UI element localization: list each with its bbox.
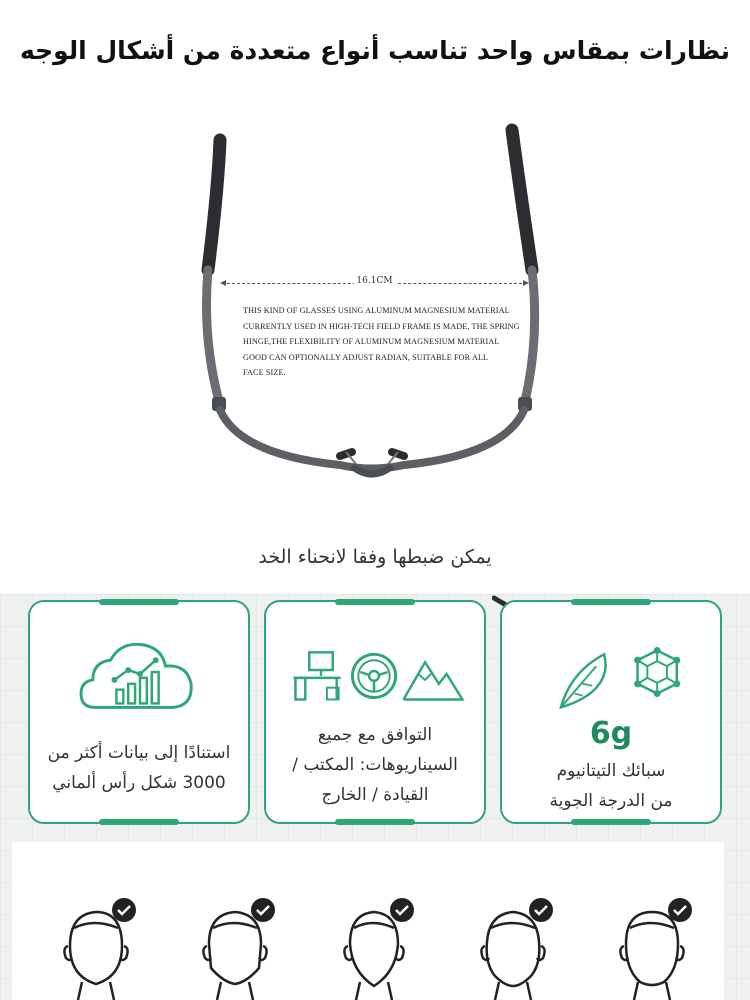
card-tab [335,819,415,825]
face-shapes-panel [12,842,724,1000]
face-shape-item [475,898,555,1000]
description-line: CURRENTLY USED IN HIGH-TECH FIELD FRAME IS MADE, THE SPRING [243,321,520,331]
arrow-left-icon [220,280,226,286]
card-tab [335,599,415,605]
card-tab [571,599,651,605]
check-badge-icon [529,898,553,922]
face-outline-icon [481,912,544,1000]
card-tab [571,819,651,825]
card-tab [99,599,179,605]
feather-molecule-icon [502,632,720,712]
face-shape-item [336,898,416,1000]
measurement-label: 16.1CM [353,276,395,286]
arrow-right-icon [523,280,529,286]
face-shape-item [58,898,138,1000]
card-tab [99,819,179,825]
check-badge-icon [668,898,692,922]
feature-text [266,720,484,810]
description-line: THIS KIND OF GLASSES USING ALUMINUM MAGNESIUM MATERIAL [243,306,510,315]
feature-line: من الدرجة الجوية [549,791,673,811]
face-outline-icon [344,912,403,1000]
check-badge-icon [251,898,275,922]
check-badge-icon [390,898,414,922]
weight-value: 6g [589,716,633,751]
check-badge-icon [112,898,136,922]
feature-card-scenarios [264,600,486,824]
description-line: GOOD CAN OPTIONALLY ADJUST RADIAN, SUITABLE FOR ALL [243,352,489,362]
face-outline-icon [203,912,266,1000]
desk-steering-mountain-icon [266,632,484,712]
feature-text [30,738,248,798]
feature-line: سبائك التيتانيوم [556,761,666,781]
face-shape-item [197,898,277,1000]
feature-text [502,756,720,816]
feature-line: 3000 شكل رأس ألماني [52,773,226,793]
page-title: نظارات بمقاس واحد تناسب أنواع متعددة من أشكال الوجه [19,36,731,65]
feature-line: استنادًا إلى بيانات أكثر من [47,743,231,763]
face-outline-icon [620,912,683,1000]
description-line: HINGE,THE FLEXIBILITY OF ALUMINUM MAGNESIUM MATERIAL [243,337,500,346]
cloud-chart-icon [30,632,248,712]
feature-card-head-data [28,600,250,824]
material-description [243,303,533,381]
feature-line: السيناريوهات: المكتب / [292,755,458,775]
feature-card-titanium [500,600,722,824]
face-outline-icon [64,912,127,1000]
adjustable-caption: يمكن ضبطها وفقا لانحناء الخد [258,546,492,568]
description-line: FACE SIZE. [243,368,286,377]
feature-line: التوافق مع جميع [317,725,433,745]
feature-line: القيادة / الخارج [321,785,429,805]
width-measurement [222,276,527,290]
face-shape-item [614,898,694,1000]
